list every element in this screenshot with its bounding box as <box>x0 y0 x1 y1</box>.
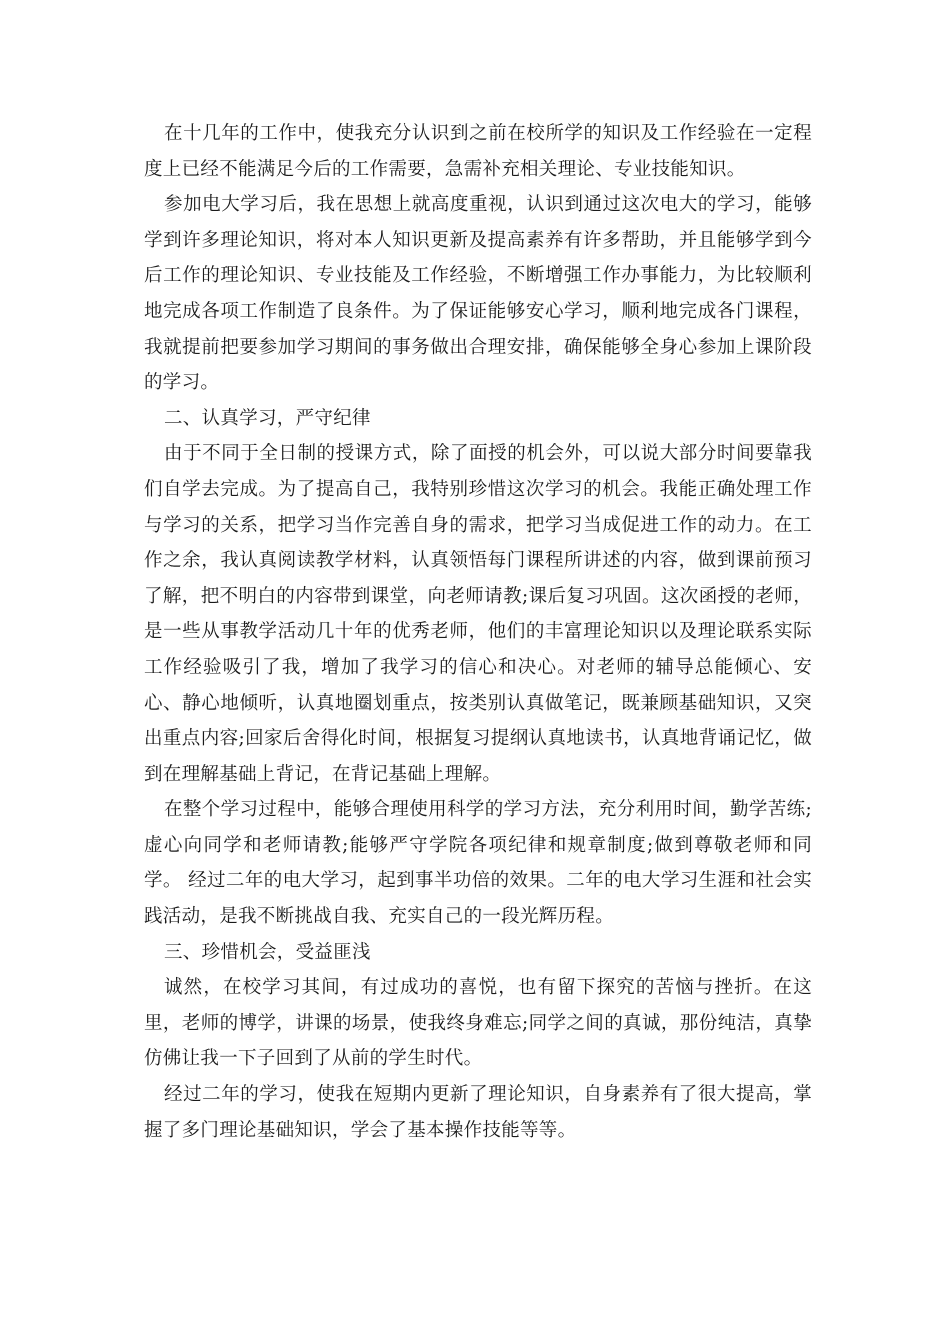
paragraph: 经过二年的学习，使我在短期内更新了理论知识，自身素养有了很大提高，掌握了多门理论基础知识，学会了基本操作技能等等。 <box>144 1084 812 1141</box>
paragraph: 在十几年的工作中，使我充分认识到之前在校所学的知识及工作经验在一定程度上已经不能满足今后的工作需要，急需补充相关理论、专业技能知识。 <box>144 123 812 180</box>
paragraph: 诚然，在校学习其间，有过成功的喜悦，也有留下探究的苦恼与挫折。在这里，老师的博学，讲课的场景，使我终身难忘;同学之间的真诚，那份纯洁，真挚仿佛让我一下子回到了从前的学生时代。 <box>144 977 812 1070</box>
paragraph: 在整个学习过程中，能够合理使用科学的学习方法，充分利用时间，勤学苦练;虚心向同学和老师请教;能够严守学院各项纪律和规章制度;做到尊敬老师和同学。 经过二年的电大学习，起到事半功倍的效果。二年的电大学习生涯和社会实践活动，是我不断挑战自我、充实自己的一段光辉历程。 <box>144 799 812 928</box>
section-heading: 二、认真学习，严守纪律 <box>164 407 371 429</box>
document-body <box>144 116 812 1148</box>
section-heading: 三、珍惜机会，受益匪浅 <box>164 941 371 963</box>
paragraph: 参加电大学习后，我在思想上就高度重视，认识到通过这次电大的学习，能够学到许多理论知识，将对本人知识更新及提高素养有许多帮助，并且能够学到今后工作的理论知识、专业技能及工作经验，不断增强工作办事能力，为比较顺利地完成各项工作制造了良条件。为了保证能够安心学习，顺利地完成各门课程，我就提前把要参加学习期间的事务做出合理安排，确保能够全身心参加上课阶段的学习。 <box>144 194 812 394</box>
paragraph: 由于不同于全日制的授课方式，除了面授的机会外，可以说大部分时间要靠我们自学去完成。为了提高自己，我特别珍惜这次学习的机会。我能正确处理工作与学习的关系，把学习当作完善自身的需求，把学习当成促进工作的动力。在工作之余，我认真阅读教学材料，认真领悟每门课程所讲述的内容，做到课前预习了解，把不明白的内容带到课堂，向老师请教;课后复习巩固。这次函授的老师，是一些从事教学活动几十年的优秀老师，他们的丰富理论知识以及理论联系实际工作经验吸引了我，增加了我学习的信心和决心。对老师的辅导总能倾心、安心、静心地倾听，认真地圈划重点，按类别认真做笔记，既兼顾基础知识，又突出重点内容;回家后舍得化时间，根据复习提纲认真地读书，认真地背诵记忆，做到在理解基础上背记，在背记基础上理解。 <box>144 443 812 785</box>
